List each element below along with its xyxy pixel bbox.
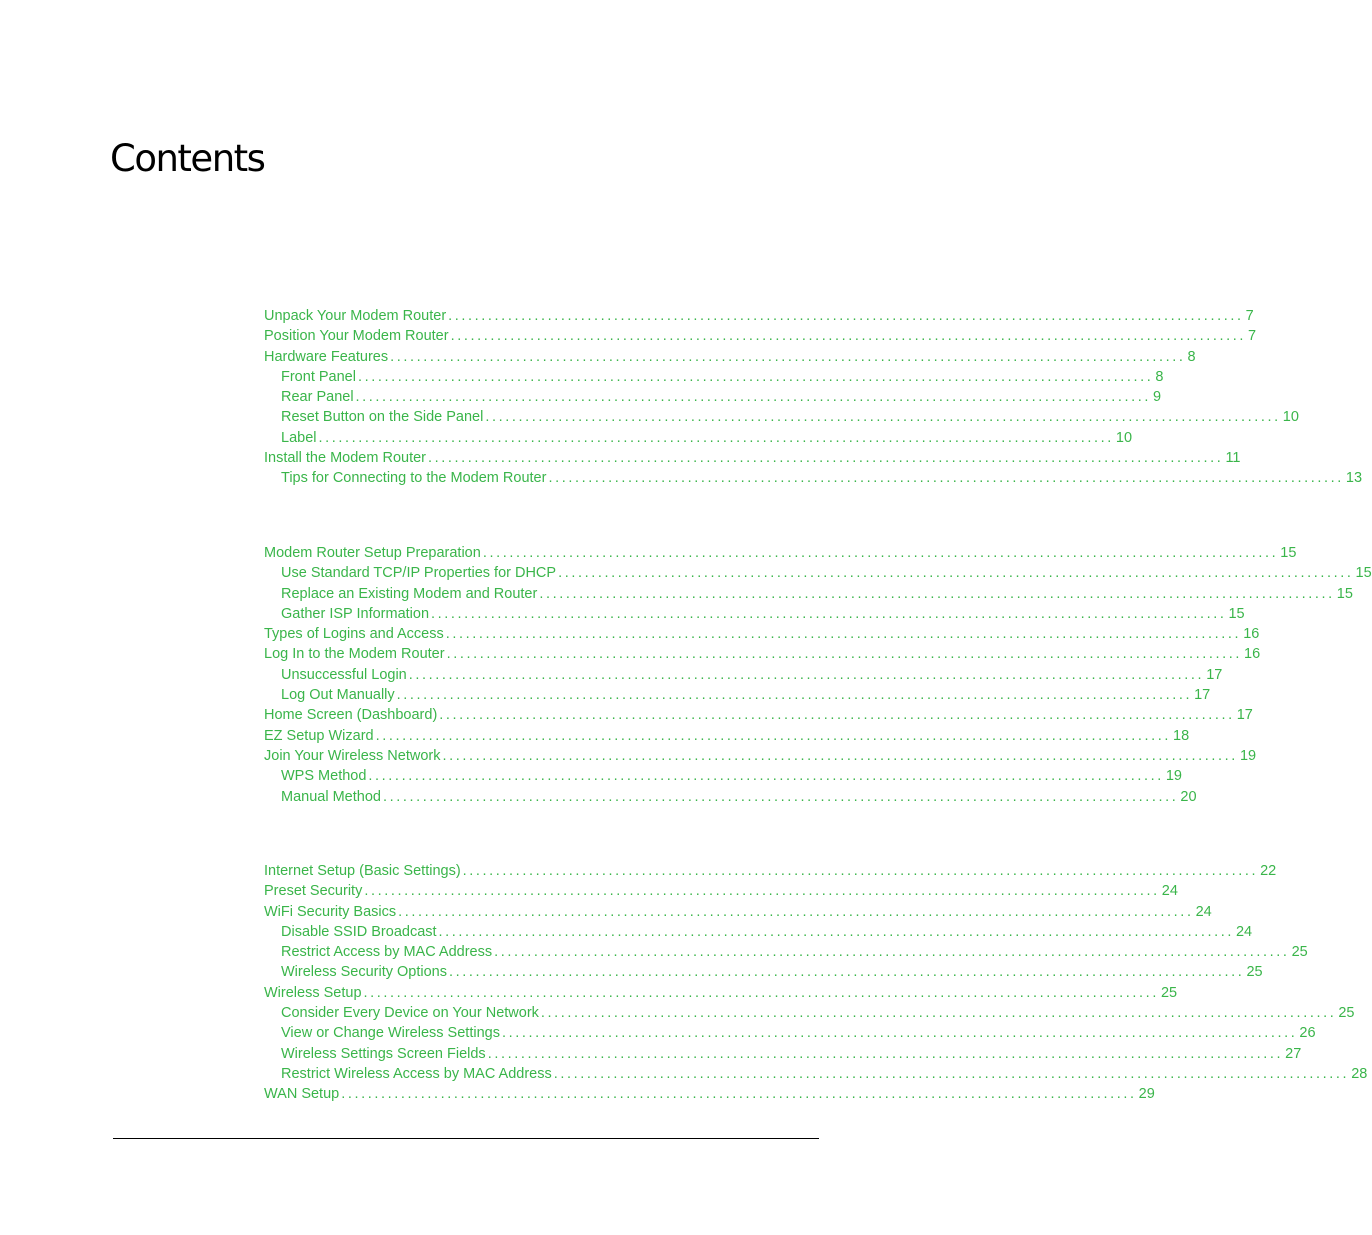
- toc-entry-page-number: 25: [1160, 984, 1178, 1001]
- dot-leader: ........................................................................................................................: [485, 409, 1281, 426]
- toc-entry-title: Types of Logins and Access: [264, 626, 444, 643]
- dot-leader: ........................................................................................................................: [487, 1045, 1284, 1062]
- toc-entry-link[interactable]: [264, 1065, 1368, 1086]
- dot-leader: ........................................................................................................................: [540, 1005, 1337, 1022]
- toc-entry-title: Hardware Features: [264, 348, 389, 365]
- toc-entry-page-number: 19: [1239, 747, 1257, 764]
- toc-entry-page-number: 17: [1236, 707, 1253, 724]
- toc-entry-link[interactable]: [264, 863, 1277, 883]
- toc-entry-title: Internet Setup (Basic Settings): [264, 863, 461, 879]
- toc-entry-title: Label: [281, 429, 317, 446]
- toc-entry-title: Wireless Setup: [264, 984, 362, 1001]
- dot-leader: ........................................................................................................................: [428, 450, 1224, 467]
- dot-leader: ........................................................................................................................: [355, 389, 1151, 406]
- toc-section-2: [264, 545, 1372, 809]
- dot-leader: ........................................................................................................................: [482, 545, 1279, 561]
- toc-entry-link[interactable]: [264, 923, 1253, 944]
- toc-entry-link[interactable]: [264, 768, 1182, 788]
- toc-entry-page-number: 13: [1345, 470, 1363, 487]
- toc-entry-link[interactable]: [264, 450, 1241, 470]
- toc-entry-title: Disable SSID Broadcast: [281, 923, 437, 940]
- dot-leader: ........................................................................................................................: [445, 626, 1242, 643]
- toc-entry-title: Rear Panel: [281, 389, 354, 406]
- footer-rule: [113, 1138, 819, 1139]
- toc-entry-title: Restrict Access by MAC Address: [281, 944, 493, 961]
- dot-leader: ........................................................................................................................: [439, 707, 1235, 724]
- toc-entry-page-number: 25: [1291, 944, 1308, 961]
- toc-entry-title: Home Screen (Dashboard): [264, 707, 438, 724]
- toc-entry-page-number: 7: [1245, 308, 1254, 324]
- toc-entry-page-number: 17: [1206, 666, 1223, 683]
- dot-leader: ........................................................................................................................: [548, 470, 1344, 487]
- toc-entry-title: Front Panel: [281, 368, 356, 385]
- toc-entry-title: Reset Button on the Side Panel: [281, 409, 484, 426]
- dot-leader: ........................................................................................................................: [318, 429, 1114, 446]
- toc-entry-title: WPS Method: [281, 768, 367, 785]
- dot-leader: ........................................................................................................................: [438, 923, 1234, 940]
- toc-entry-link[interactable]: [264, 1086, 1155, 1106]
- toc-entry-page-number: 7: [1248, 328, 1257, 345]
- dot-leader: ........................................................................................................................: [494, 944, 1290, 961]
- dot-leader: ........................................................................................................................: [553, 1065, 1350, 1082]
- toc-entry-link[interactable]: [264, 348, 1196, 369]
- toc-entry-title: Restrict Wireless Access by MAC Address: [281, 1065, 552, 1082]
- toc-entry-link[interactable]: [264, 565, 1372, 585]
- toc-entry-page-number: 22: [1260, 863, 1277, 879]
- dot-leader: ........................................................................................................................: [448, 308, 1244, 324]
- toc-entry-link[interactable]: [264, 944, 1308, 964]
- toc-entry-page-number: 16: [1243, 626, 1260, 643]
- toc-entry-page-number: 24: [1195, 903, 1212, 920]
- toc-entry-page-number: 16: [1244, 646, 1261, 663]
- toc-entry-title: WAN Setup: [264, 1086, 340, 1103]
- toc-entry-page-number: 15: [1355, 565, 1372, 582]
- toc-entry-title: Position Your Modem Router: [264, 328, 449, 345]
- toc-entry-page-number: 26: [1299, 1025, 1316, 1042]
- toc-entry-title: Preset Security: [264, 883, 363, 900]
- dot-leader: ........................................................................................................................: [396, 687, 1193, 704]
- dot-leader: ........................................................................................................................: [368, 768, 1164, 785]
- toc-entry-title: EZ Setup Wizard: [264, 727, 374, 744]
- toc-entry-page-number: 20: [1180, 788, 1197, 805]
- toc-entry-link[interactable]: [264, 429, 1133, 450]
- dot-leader: ........................................................................................................................: [408, 666, 1205, 683]
- page-title: Contents: [110, 137, 265, 180]
- dot-leader: ........................................................................................................................: [539, 585, 1335, 602]
- toc-entry-page-number: 28: [1351, 1065, 1368, 1082]
- toc-entry-link[interactable]: [264, 666, 1223, 687]
- toc-entry-title: Log In to the Modem Router: [264, 646, 445, 663]
- toc-section-1: [264, 308, 1363, 491]
- dot-leader: ........................................................................................................................: [390, 348, 1186, 365]
- dot-leader: ........................................................................................................................: [364, 883, 1160, 900]
- toc-entry-title: Join Your Wireless Network: [264, 747, 441, 764]
- toc-entry-title: Wireless Settings Screen Fields: [281, 1045, 486, 1062]
- toc-entry-link[interactable]: [264, 883, 1178, 903]
- toc-entry-title: View or Change Wireless Settings: [281, 1025, 500, 1042]
- toc-entry-title: Consider Every Device on Your Network: [281, 1005, 539, 1022]
- toc-entry-link[interactable]: [264, 545, 1297, 565]
- dot-leader: ........................................................................................................................: [431, 605, 1227, 622]
- dot-leader: ........................................................................................................................: [442, 747, 1238, 764]
- toc-entry-page-number: 10: [1282, 409, 1299, 426]
- toc-entry-title: Manual Method: [281, 788, 381, 805]
- dot-leader: ........................................................................................................................: [375, 727, 1172, 744]
- toc-entry-page-number: 29: [1138, 1086, 1155, 1103]
- toc-entry-title: Unsuccessful Login: [281, 666, 407, 683]
- dot-leader: ........................................................................................................................: [446, 646, 1242, 663]
- toc-entry-page-number: 8: [1187, 348, 1196, 365]
- toc-entry-link[interactable]: [264, 727, 1190, 748]
- dot-leader: ........................................................................................................................: [450, 328, 1247, 345]
- toc-entry-link[interactable]: [264, 409, 1299, 429]
- toc-entry-link[interactable]: [264, 1025, 1316, 1045]
- toc-entry-title: Log Out Manually: [281, 687, 395, 704]
- toc-entry-page-number: 11: [1225, 450, 1241, 467]
- toc-entry-page-number: 24: [1235, 923, 1253, 940]
- toc-entry-page-number: 15: [1336, 585, 1353, 602]
- toc-entry-title: Install the Modem Router: [264, 450, 426, 467]
- toc-entry-title: Replace an Existing Modem and Router: [281, 585, 538, 602]
- toc-entry-link[interactable]: [264, 1045, 1302, 1066]
- toc-entry-title: Modem Router Setup Preparation: [264, 545, 481, 561]
- toc-section-3: [264, 863, 1368, 1107]
- toc-entry-page-number: 25: [1338, 1005, 1355, 1022]
- dot-leader: ........................................................................................................................: [462, 863, 1259, 879]
- toc-entry-link[interactable]: [264, 389, 1162, 409]
- toc-entry-link[interactable]: [264, 903, 1212, 924]
- toc-entry-page-number: 15: [1228, 605, 1245, 622]
- toc-entry-link[interactable]: [264, 328, 1257, 348]
- toc-entry-link[interactable]: [264, 707, 1253, 727]
- toc-entry-title: Gather ISP Information: [281, 605, 430, 622]
- toc-entry-link[interactable]: [264, 788, 1197, 809]
- toc-entry-link[interactable]: [264, 626, 1260, 646]
- toc-entry-page-number: 10: [1115, 429, 1133, 446]
- toc-entry-title: Use Standard TCP/IP Properties for DHCP: [281, 565, 557, 582]
- toc-entry-link[interactable]: [264, 964, 1263, 984]
- toc-entry-link[interactable]: [264, 585, 1353, 606]
- toc-entry-page-number: 27: [1285, 1045, 1302, 1062]
- dot-leader: ........................................................................................................................: [357, 368, 1154, 385]
- dot-leader: ........................................................................................................................: [398, 903, 1194, 920]
- toc-entry-title: Wireless Security Options: [281, 964, 447, 981]
- toc-entry-link[interactable]: [264, 646, 1261, 666]
- dot-leader: ........................................................................................................................: [363, 984, 1159, 1001]
- toc-entry-page-number: 25: [1246, 964, 1263, 981]
- toc-entry-link[interactable]: [264, 1005, 1355, 1025]
- toc-entry-page-number: 24: [1161, 883, 1178, 900]
- toc-entry-title: Unpack Your Modem Router: [264, 308, 447, 324]
- toc-entry-title: WiFi Security Basics: [264, 903, 397, 920]
- toc-entry-title: Tips for Connecting to the Modem Router: [281, 470, 547, 487]
- toc-entry-link[interactable]: [264, 368, 1164, 389]
- toc-entry-link[interactable]: [264, 747, 1257, 768]
- toc-entry-page-number: 18: [1173, 727, 1190, 744]
- toc-entry-page-number: 15: [1280, 545, 1297, 561]
- toc-entry-link[interactable]: [264, 470, 1363, 490]
- dot-leader: ........................................................................................................................: [449, 964, 1245, 981]
- toc-entry-link[interactable]: [264, 605, 1245, 626]
- toc-entry-page-number: 19: [1165, 768, 1182, 785]
- toc-entry-link[interactable]: [264, 687, 1211, 707]
- toc-entry-page-number: 17: [1194, 687, 1211, 704]
- toc-entry-link[interactable]: [264, 308, 1254, 328]
- toc-entry-page-number: 9: [1152, 389, 1162, 406]
- toc-entry-page-number: 8: [1155, 368, 1164, 385]
- dot-leader: ........................................................................................................................: [341, 1086, 1137, 1103]
- dot-leader: ........................................................................................................................: [382, 788, 1179, 805]
- dot-leader: ........................................................................................................................: [501, 1025, 1298, 1042]
- toc-entry-link[interactable]: [264, 984, 1178, 1005]
- dot-leader: ........................................................................................................................: [558, 565, 1354, 582]
